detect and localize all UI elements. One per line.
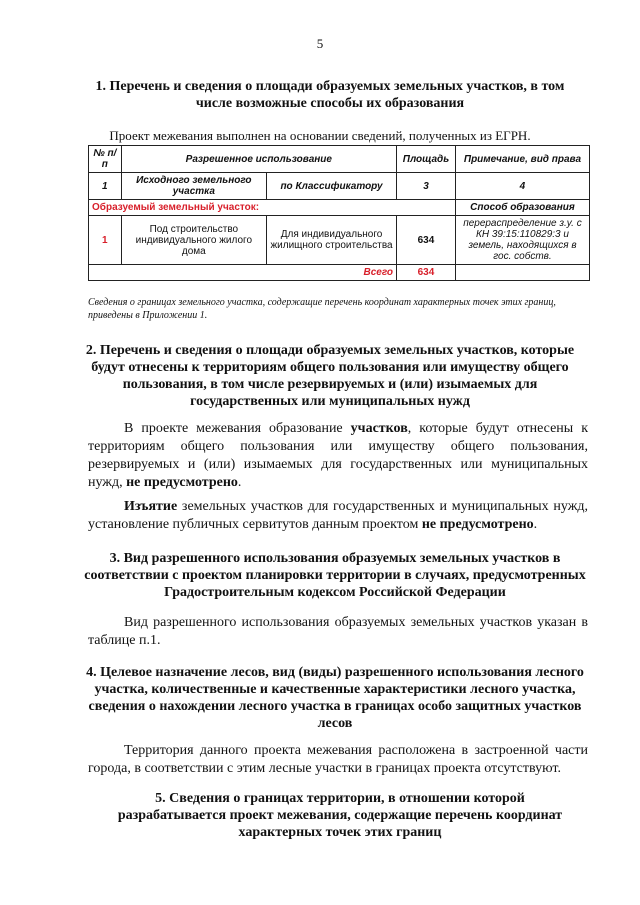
row2-use-classifier: Для индивидуального жилищного строительства bbox=[267, 216, 397, 265]
table-header-row bbox=[89, 146, 590, 173]
total-empty-cell bbox=[455, 265, 589, 281]
p2-text-b: земельных участков для государственных и муниципальных нужд, установление публичных сервитутов данным проектом bbox=[88, 499, 588, 532]
p1-text-end: . bbox=[237, 475, 242, 490]
header-area: Площадь bbox=[397, 146, 456, 173]
header-note: Примечание, вид права bbox=[455, 146, 589, 173]
row1-note: 4 bbox=[455, 173, 589, 200]
row2-use-purpose: Под строительство индивидуального жилого дома bbox=[121, 216, 266, 265]
land-plots-table bbox=[88, 145, 590, 281]
total-value: 634 bbox=[397, 265, 456, 281]
row1-area: 3 bbox=[397, 173, 456, 200]
table-row bbox=[89, 216, 590, 265]
row1-number: 1 bbox=[89, 173, 122, 200]
section-1-heading bbox=[70, 78, 590, 112]
section-4-text: Территория данного проекта межевания расположена в застроенной части города, в соответствии с этим лесные участки в границах проекта отсутствуют. bbox=[88, 743, 588, 776]
p1-bold-not-provided: не предусмотрено bbox=[126, 475, 238, 490]
header-number: № п/п bbox=[89, 146, 122, 173]
row2-area: 634 bbox=[397, 216, 456, 265]
section-5-heading: 5. Сведения о границах территории, в отношении которой разрабатывается проект межевания, содержащие перечень координат характерных точек этих границ bbox=[117, 791, 563, 840]
section-2-heading: 2. Перечень и сведения о площади образуемых земельных участков, которые будут отнесены к территориям общего пользования или имуществу общего пользования, в том числе резервируемых и (или) изымаемых для государственных или муниципальных нужд bbox=[85, 343, 575, 409]
section-3-text: Вид разрешенного использования образуемых земельных участков указан в таблице п.1. bbox=[88, 615, 588, 648]
header-use: Разрешенное использование bbox=[121, 146, 396, 173]
row1-use-source: Исходного земельного участка bbox=[121, 173, 266, 200]
p1-bold-plots: участков bbox=[350, 421, 408, 436]
section-1-heading-line1: 1. Перечень и сведения о площади образуемых земельных участков, в том bbox=[95, 79, 565, 94]
p2-bold-not-provided: не предусмотрено bbox=[421, 517, 534, 532]
section-4-heading: 4. Целевое назначение лесов, вид (виды) разрешенного использования лесного участка, количественные и качественные характеристики лесного участка, сведения о нахождении лесного участка в границах особо защитных участков лесов bbox=[86, 665, 584, 731]
table-row bbox=[89, 173, 590, 200]
page-number: 5 bbox=[316, 36, 324, 51]
p2-bold-seizure: Изъятие bbox=[124, 499, 178, 514]
row1-use-classifier: по Классификатору bbox=[267, 173, 397, 200]
table-section-row bbox=[89, 200, 590, 216]
section-method: Способ образования bbox=[455, 200, 589, 216]
section-1-heading-line2: числе возможные способы их образования bbox=[195, 96, 465, 111]
section-2-paragraph-2 bbox=[88, 498, 588, 534]
total-label: Всего bbox=[89, 265, 397, 281]
p1-text-c: , которые будут отнесены к территориям общего пользования или имуществу общего пользования, резервируемых и (или) изымаемых для государственных или муниципальных нужд, bbox=[88, 421, 588, 490]
row2-note: перераспределение з.у. с КН 39:15:110829:3 и земель, находящихся в гос. собств. bbox=[455, 216, 589, 265]
table-total-row bbox=[89, 265, 590, 281]
section-3-heading: 3. Вид разрешенного использования образуемых земельных участков в соответствии с проектом планировки территории в случаях, предусмотренных Градостроительным кодексом Российской Федерации bbox=[84, 551, 586, 600]
row2-number: 1 bbox=[89, 216, 122, 265]
p1-text-a: В проекте межевания образование bbox=[124, 421, 351, 436]
section-2-paragraph-1 bbox=[88, 420, 588, 492]
section-1-note: Сведения о границах земельного участка, содержащие перечень координат характерных точек этих границ, приведены в Приложении 1. bbox=[88, 297, 556, 321]
section-1-intro: Проект межевания выполнен на основании сведений, полученных из ЕГРН. bbox=[109, 128, 531, 143]
section-label: Образуемый земельный участок: bbox=[89, 200, 456, 216]
p2-text-end: . bbox=[533, 517, 538, 532]
